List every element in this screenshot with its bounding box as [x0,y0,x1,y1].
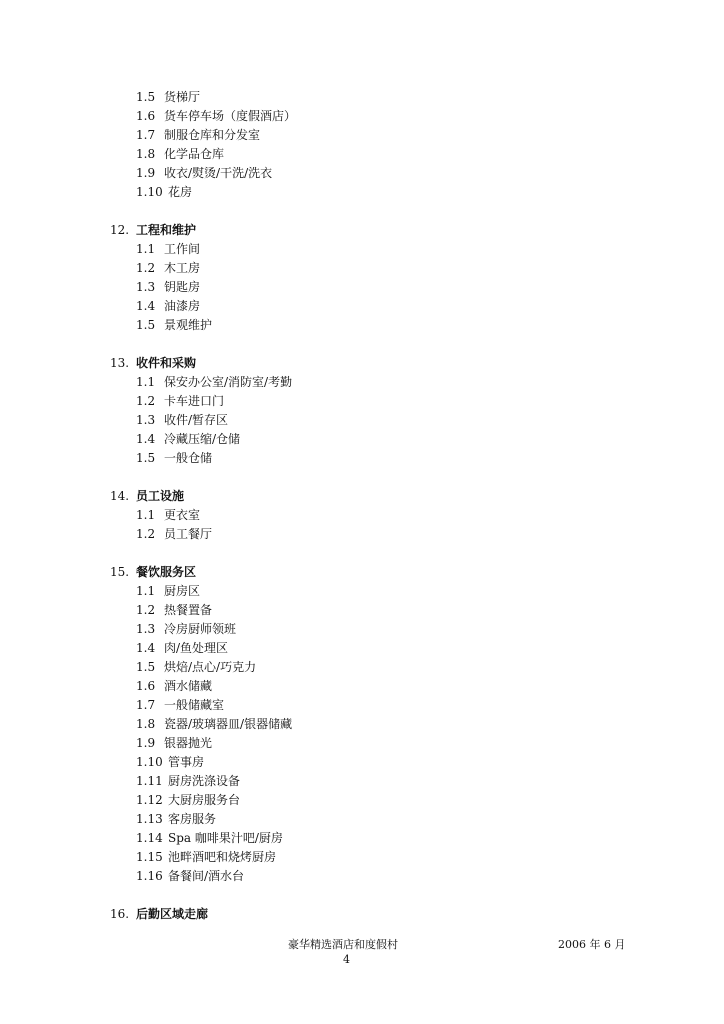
item-number: 1.4 [136,641,156,655]
list-item [0,373,724,392]
section-title: 员工设施 [136,489,185,503]
section-staff-facilities [0,487,724,544]
item-number: 1.8 [136,717,156,731]
item-label: 花房 [168,185,193,199]
item-number: 1.3 [136,622,156,636]
list-item [0,316,724,335]
list-item [0,810,724,829]
section-heading [0,354,724,373]
item-label: 一般储藏室 [164,698,225,712]
item-number: 1.4 [136,299,156,313]
section-engineering [0,221,724,335]
section-number: 14. [110,489,130,503]
item-label: 更衣室 [164,508,201,522]
list-item [0,259,724,278]
item-label: 热餐置备 [164,603,213,617]
list-item [0,392,724,411]
list-item [0,715,724,734]
item-number: 1.15 [136,850,163,864]
section-title: 后勤区域走廊 [136,907,209,921]
list-item [0,145,724,164]
list-item [0,601,724,620]
section-heading [0,221,724,240]
item-number: 1.2 [136,527,156,541]
item-label: 景观维护 [164,318,213,332]
list-item [0,772,724,791]
section-heading [0,487,724,506]
list-item [0,677,724,696]
list-item [0,753,724,772]
list-item [0,183,724,202]
item-number: 1.2 [136,394,156,408]
item-label: 工作间 [164,242,201,256]
item-label: 货梯厅 [164,90,201,104]
item-number: 1.2 [136,603,156,617]
item-label: 化学品仓库 [164,147,225,161]
item-label: 冷房厨师领班 [164,622,237,636]
item-number: 1.6 [136,679,156,693]
item-number: 1.3 [136,413,156,427]
section-title: 餐饮服务区 [136,565,197,579]
item-label: 厨房区 [164,584,201,598]
item-label: 银器抛光 [164,736,213,750]
footer-date: 2006 年 6 月 [558,938,626,951]
item-label: 收衣/熨烫/干洗/洗衣 [164,166,273,180]
item-number: 1.5 [136,318,156,332]
list-item [0,867,724,886]
item-label: 瓷器/玻璃器皿/银器储藏 [164,717,293,731]
item-label: 油漆房 [164,299,201,313]
list-item [0,506,724,525]
list-item [0,639,724,658]
item-number: 1.11 [136,774,163,788]
item-number: 1.14 [136,831,163,845]
list-item [0,297,724,316]
item-label: 酒水储藏 [164,679,213,693]
item-label: 收件/暂存区 [164,413,229,427]
section-number: 13. [110,356,130,370]
section-number: 15. [110,565,130,579]
item-number: 1.10 [136,755,163,769]
item-number: 1.8 [136,147,156,161]
section-receiving [0,354,724,468]
list-item [0,107,724,126]
item-label: 货车停车场（度假酒店） [164,109,297,123]
item-label: 管事房 [168,755,205,769]
item-label: 厨房洗涤设备 [168,774,241,788]
list-item [0,411,724,430]
item-number: 1.1 [136,242,156,256]
list-item [0,848,724,867]
list-item [0,582,724,601]
continued-item-list [0,88,724,202]
item-number: 1.2 [136,261,156,275]
list-item [0,430,724,449]
section-number: 16. [110,907,130,921]
item-label: 肉/鱼处理区 [164,641,229,655]
item-label: Spa 咖啡果汁吧/厨房 [168,831,283,845]
item-number: 1.7 [136,128,156,142]
footer-company: 豪华精选酒店和度假村 [288,938,398,951]
list-item [0,696,724,715]
item-number: 1.16 [136,869,163,883]
item-label: 卡车进口门 [164,394,225,408]
item-number: 1.1 [136,375,156,389]
item-label: 钥匙房 [164,280,201,294]
item-label: 大厨房服务台 [168,793,241,807]
section-title: 收件和采购 [136,356,197,370]
list-item [0,278,724,297]
item-label: 制服仓库和分发室 [164,128,261,142]
item-number: 1.10 [136,185,163,199]
item-number: 1.5 [136,660,156,674]
item-label: 备餐间/酒水台 [168,869,245,883]
page-number: 4 [343,953,350,966]
list-item [0,791,724,810]
item-number: 1.3 [136,280,156,294]
item-label: 员工餐厅 [164,527,213,541]
item-number: 1.9 [136,166,156,180]
section-heading [0,905,724,924]
item-number: 1.4 [136,432,156,446]
list-item [0,658,724,677]
list-item [0,449,724,468]
item-label: 池畔酒吧和烧烤厨房 [168,850,277,864]
item-number: 1.6 [136,109,156,123]
item-label: 冷藏压缩/仓储 [164,432,241,446]
item-number: 1.1 [136,508,156,522]
item-label: 客房服务 [168,812,217,826]
item-number: 1.13 [136,812,163,826]
item-number: 1.1 [136,584,156,598]
list-item [0,240,724,259]
item-number: 1.5 [136,451,156,465]
item-label: 保安办公室/消防室/考勤 [164,375,293,389]
list-item [0,734,724,753]
section-food-beverage [0,563,724,886]
list-item [0,126,724,145]
item-number: 1.5 [136,90,156,104]
item-number: 1.9 [136,736,156,750]
item-label: 一般仓储 [164,451,213,465]
item-label: 木工房 [164,261,201,275]
list-item [0,88,724,107]
list-item [0,164,724,183]
section-heading [0,563,724,582]
list-item [0,525,724,544]
section-back-corridor [0,905,724,924]
section-title: 工程和维护 [136,223,197,237]
item-number: 1.12 [136,793,163,807]
list-item [0,829,724,848]
list-item [0,620,724,639]
item-number: 1.7 [136,698,156,712]
section-number: 12. [110,223,130,237]
item-label: 烘焙/点心/巧克力 [164,660,257,674]
